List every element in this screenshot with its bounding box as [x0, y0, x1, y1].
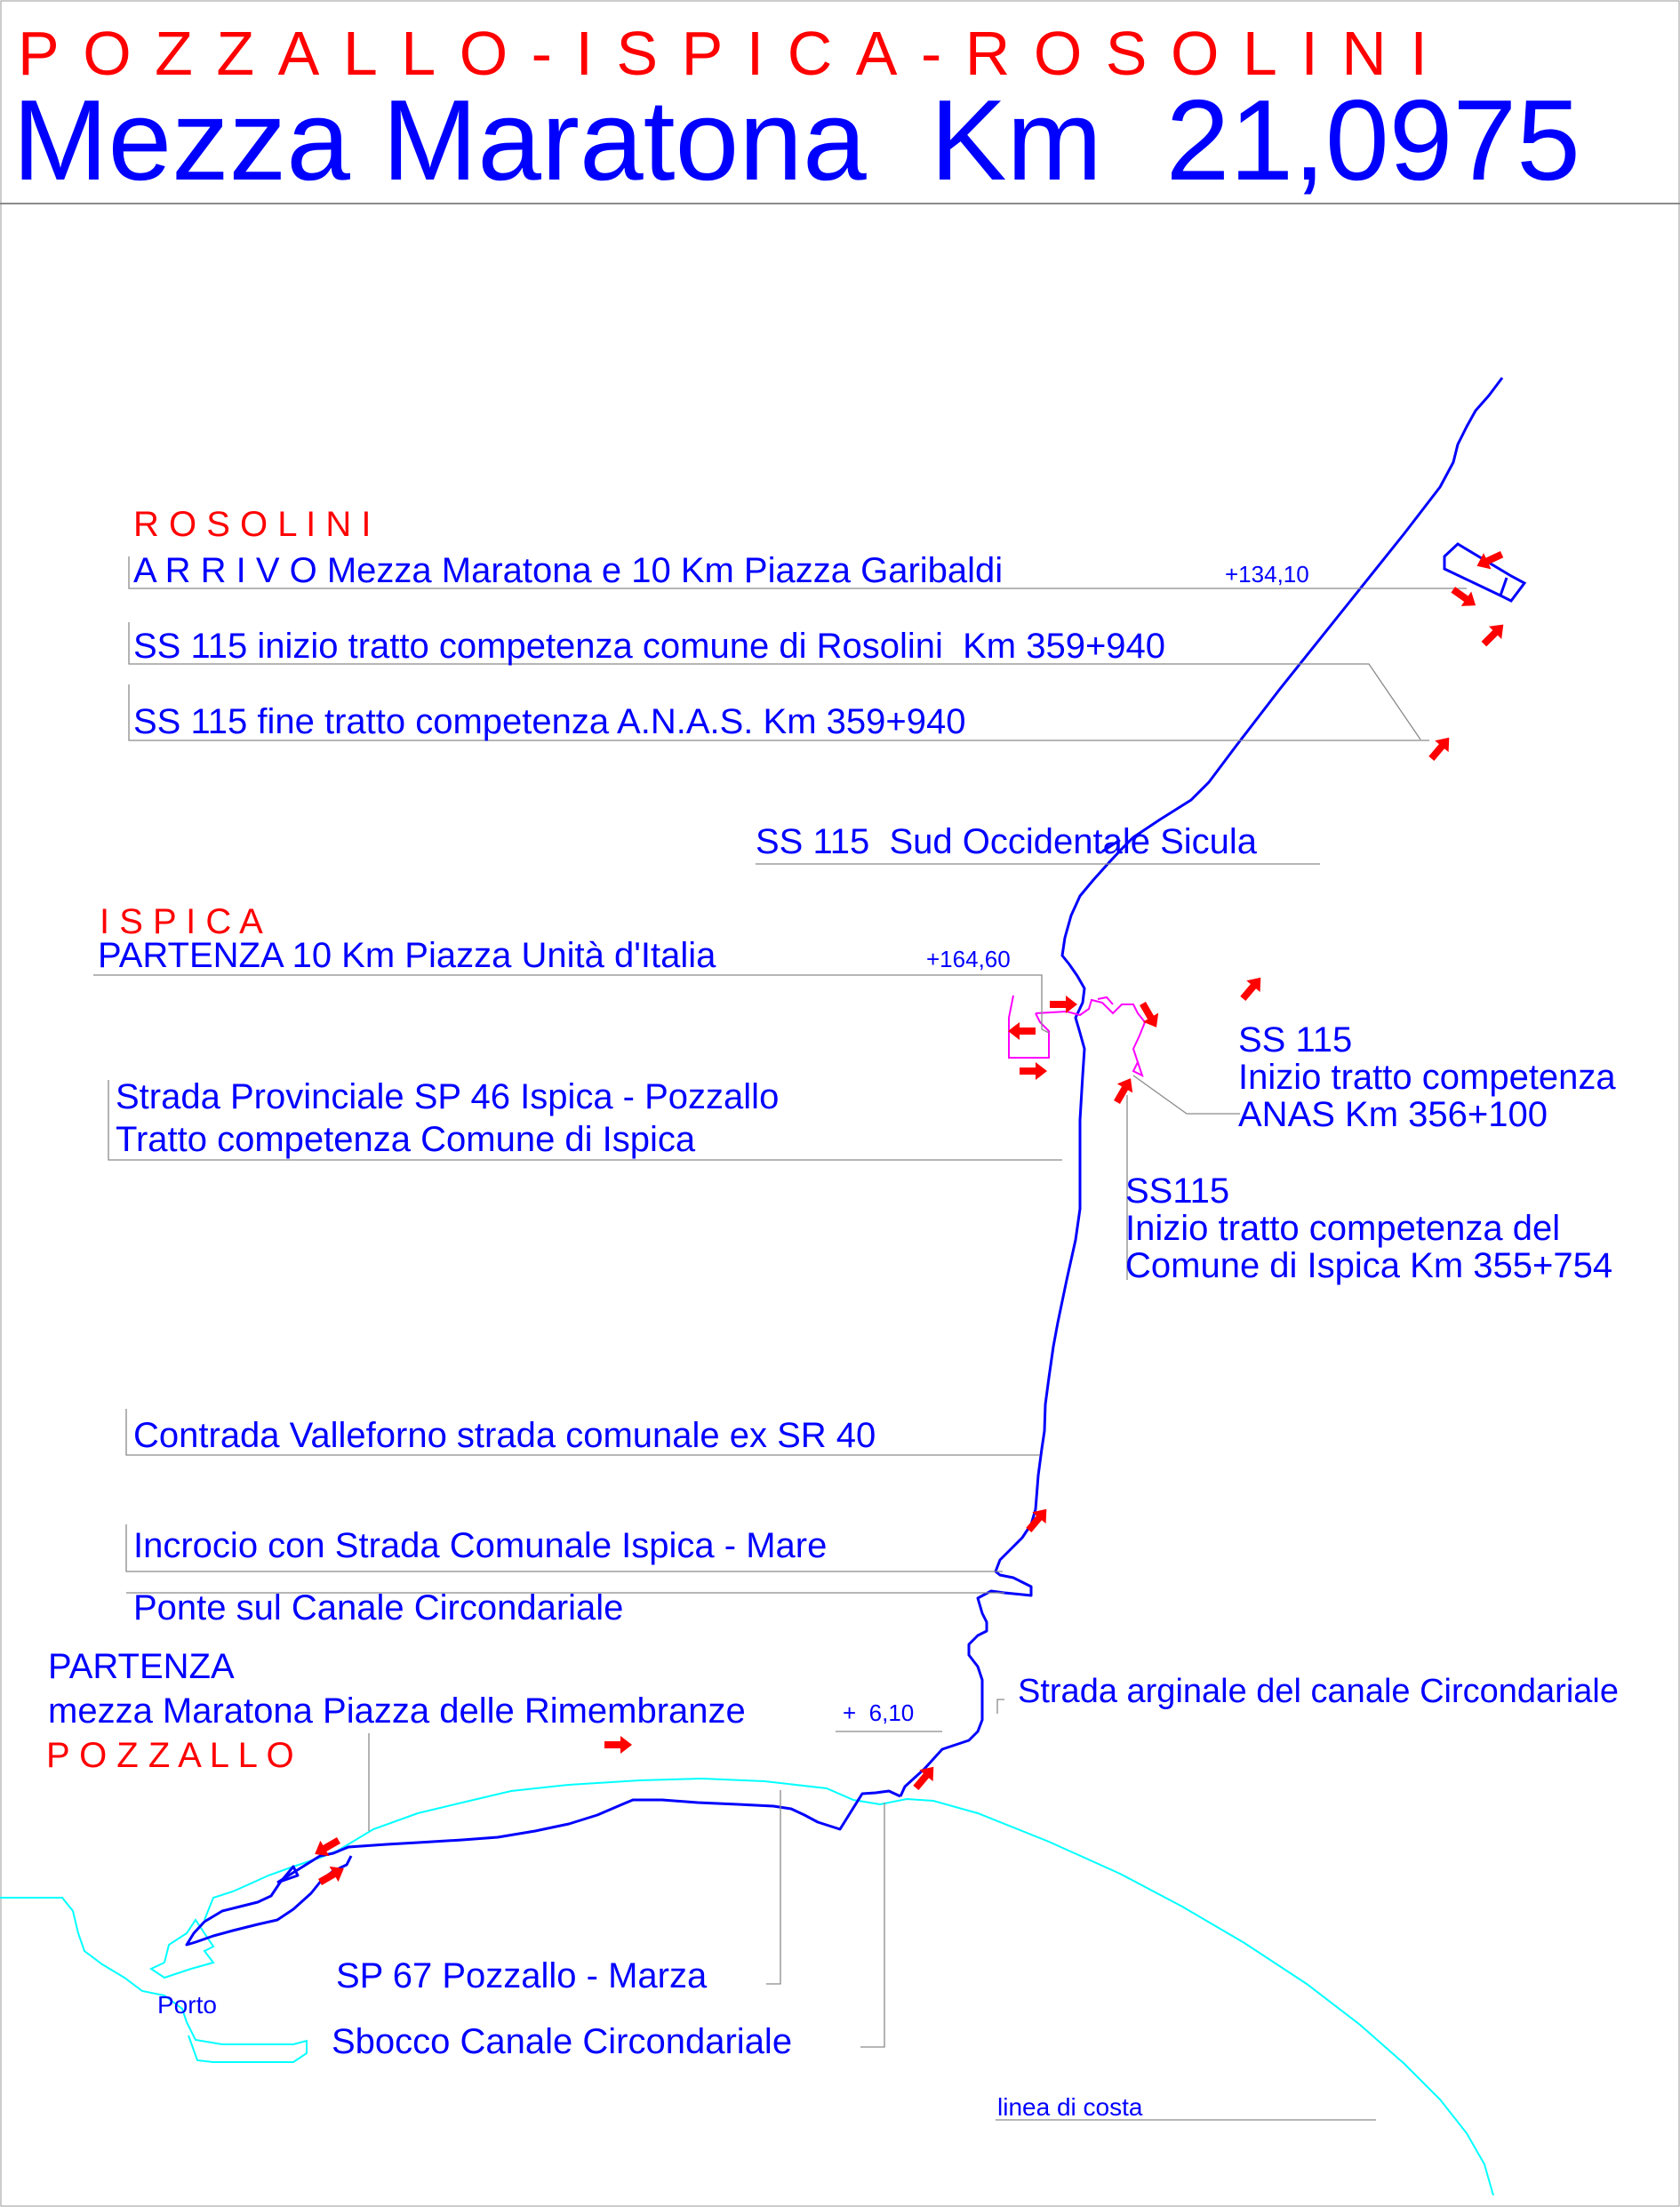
- label-ss115-anas-start-1: SS 115: [1238, 1020, 1353, 1060]
- label-ponte: Ponte sul Canale Circondariale: [133, 1588, 624, 1627]
- arrow-icon: [1008, 1022, 1036, 1040]
- ispica-start-loop: [1009, 996, 1145, 1076]
- arrow-icon: [1236, 972, 1268, 1004]
- label-ss115-anas-start-3: ANAS Km 356+100: [1238, 1095, 1548, 1134]
- route-labels: [48, 551, 1619, 2121]
- label-sp67: SP 67 Pozzallo - Marza: [336, 1956, 708, 1995]
- title-race: Mezza Maratona Km 21,0975: [12, 76, 1580, 204]
- arrow-icon: [1020, 1062, 1047, 1080]
- title-towns: POZZALLO-ISPICA-ROSOLINI: [18, 19, 1452, 88]
- town-pozzallo: P O Z Z A L L O: [46, 1736, 294, 1775]
- label-sp46-1: Strada Provinciale SP 46 Ispica - Pozzallo: [116, 1077, 780, 1116]
- town-rosolini: R O S O L I N I: [133, 505, 372, 544]
- label-ss115-ispica-start-1: SS115: [1125, 1171, 1230, 1211]
- label-ss115-anas-end: SS 115 fine tratto competenza A.N.A.S. Km 359+940: [133, 702, 966, 741]
- leader-lines: [93, 556, 1467, 2120]
- label-incrocio: Incrocio con Strada Comunale Ispica - Mare: [133, 1526, 828, 1565]
- label-ss115-ispica-start-3: Comune di Ispica Km 355+754: [1125, 1246, 1613, 1285]
- arrow-icon: [1050, 996, 1077, 1013]
- label-partenza-10km-altitude: +164,60: [926, 946, 1011, 972]
- label-sbocco: Sbocco Canale Circondariale: [332, 2022, 793, 2061]
- label-strada-arginale: Strada arginale del canale Circondariale: [1018, 1673, 1619, 1710]
- label-partenza-mezza-altitude: + 6,10: [843, 1699, 915, 1726]
- label-ss115-name: SS 115 Sud Occidentale Sicula: [756, 822, 1258, 861]
- label-sp46-2: Tratto competenza Comune di Ispica: [116, 1120, 696, 1159]
- arrow-icon: [1425, 732, 1456, 764]
- label-ss115-ispica-start-2: Inizio tratto competenza del: [1125, 1209, 1561, 1248]
- label-ss115-anas-start-2: Inizio tratto competenza: [1238, 1058, 1616, 1097]
- label-arrivo: A R R I V O Mezza Maratona e 10 Km Piazza Garibaldi: [133, 551, 1004, 590]
- label-linea-costa: linea di costa: [997, 2093, 1143, 2121]
- coastline: [0, 1779, 1493, 2195]
- label-arrivo-altitude: +134,10: [1225, 561, 1309, 588]
- label-partenza-mezza-1: PARTENZA: [48, 1647, 235, 1686]
- label-partenza-10km: PARTENZA 10 Km Piazza Unità d'Italia: [98, 936, 716, 975]
- arrow-icon: [604, 1736, 632, 1754]
- label-porto: Porto: [157, 1991, 217, 2019]
- arrow-icon: [1448, 582, 1481, 612]
- label-valleforno: Contrada Valleforno strada comunale ex SR 40: [133, 1416, 876, 1455]
- label-partenza-mezza-2: mezza Maratona Piazza delle Rimembranze: [48, 1691, 746, 1731]
- label-ss115-rosolini-start: SS 115 inizio tratto competenza comune di Rosolini Km 359+940: [133, 627, 1166, 666]
- arrow-icon: [1477, 619, 1509, 651]
- town-ispica: I S P I C A: [100, 902, 263, 941]
- arrow-icon: [1109, 1074, 1139, 1107]
